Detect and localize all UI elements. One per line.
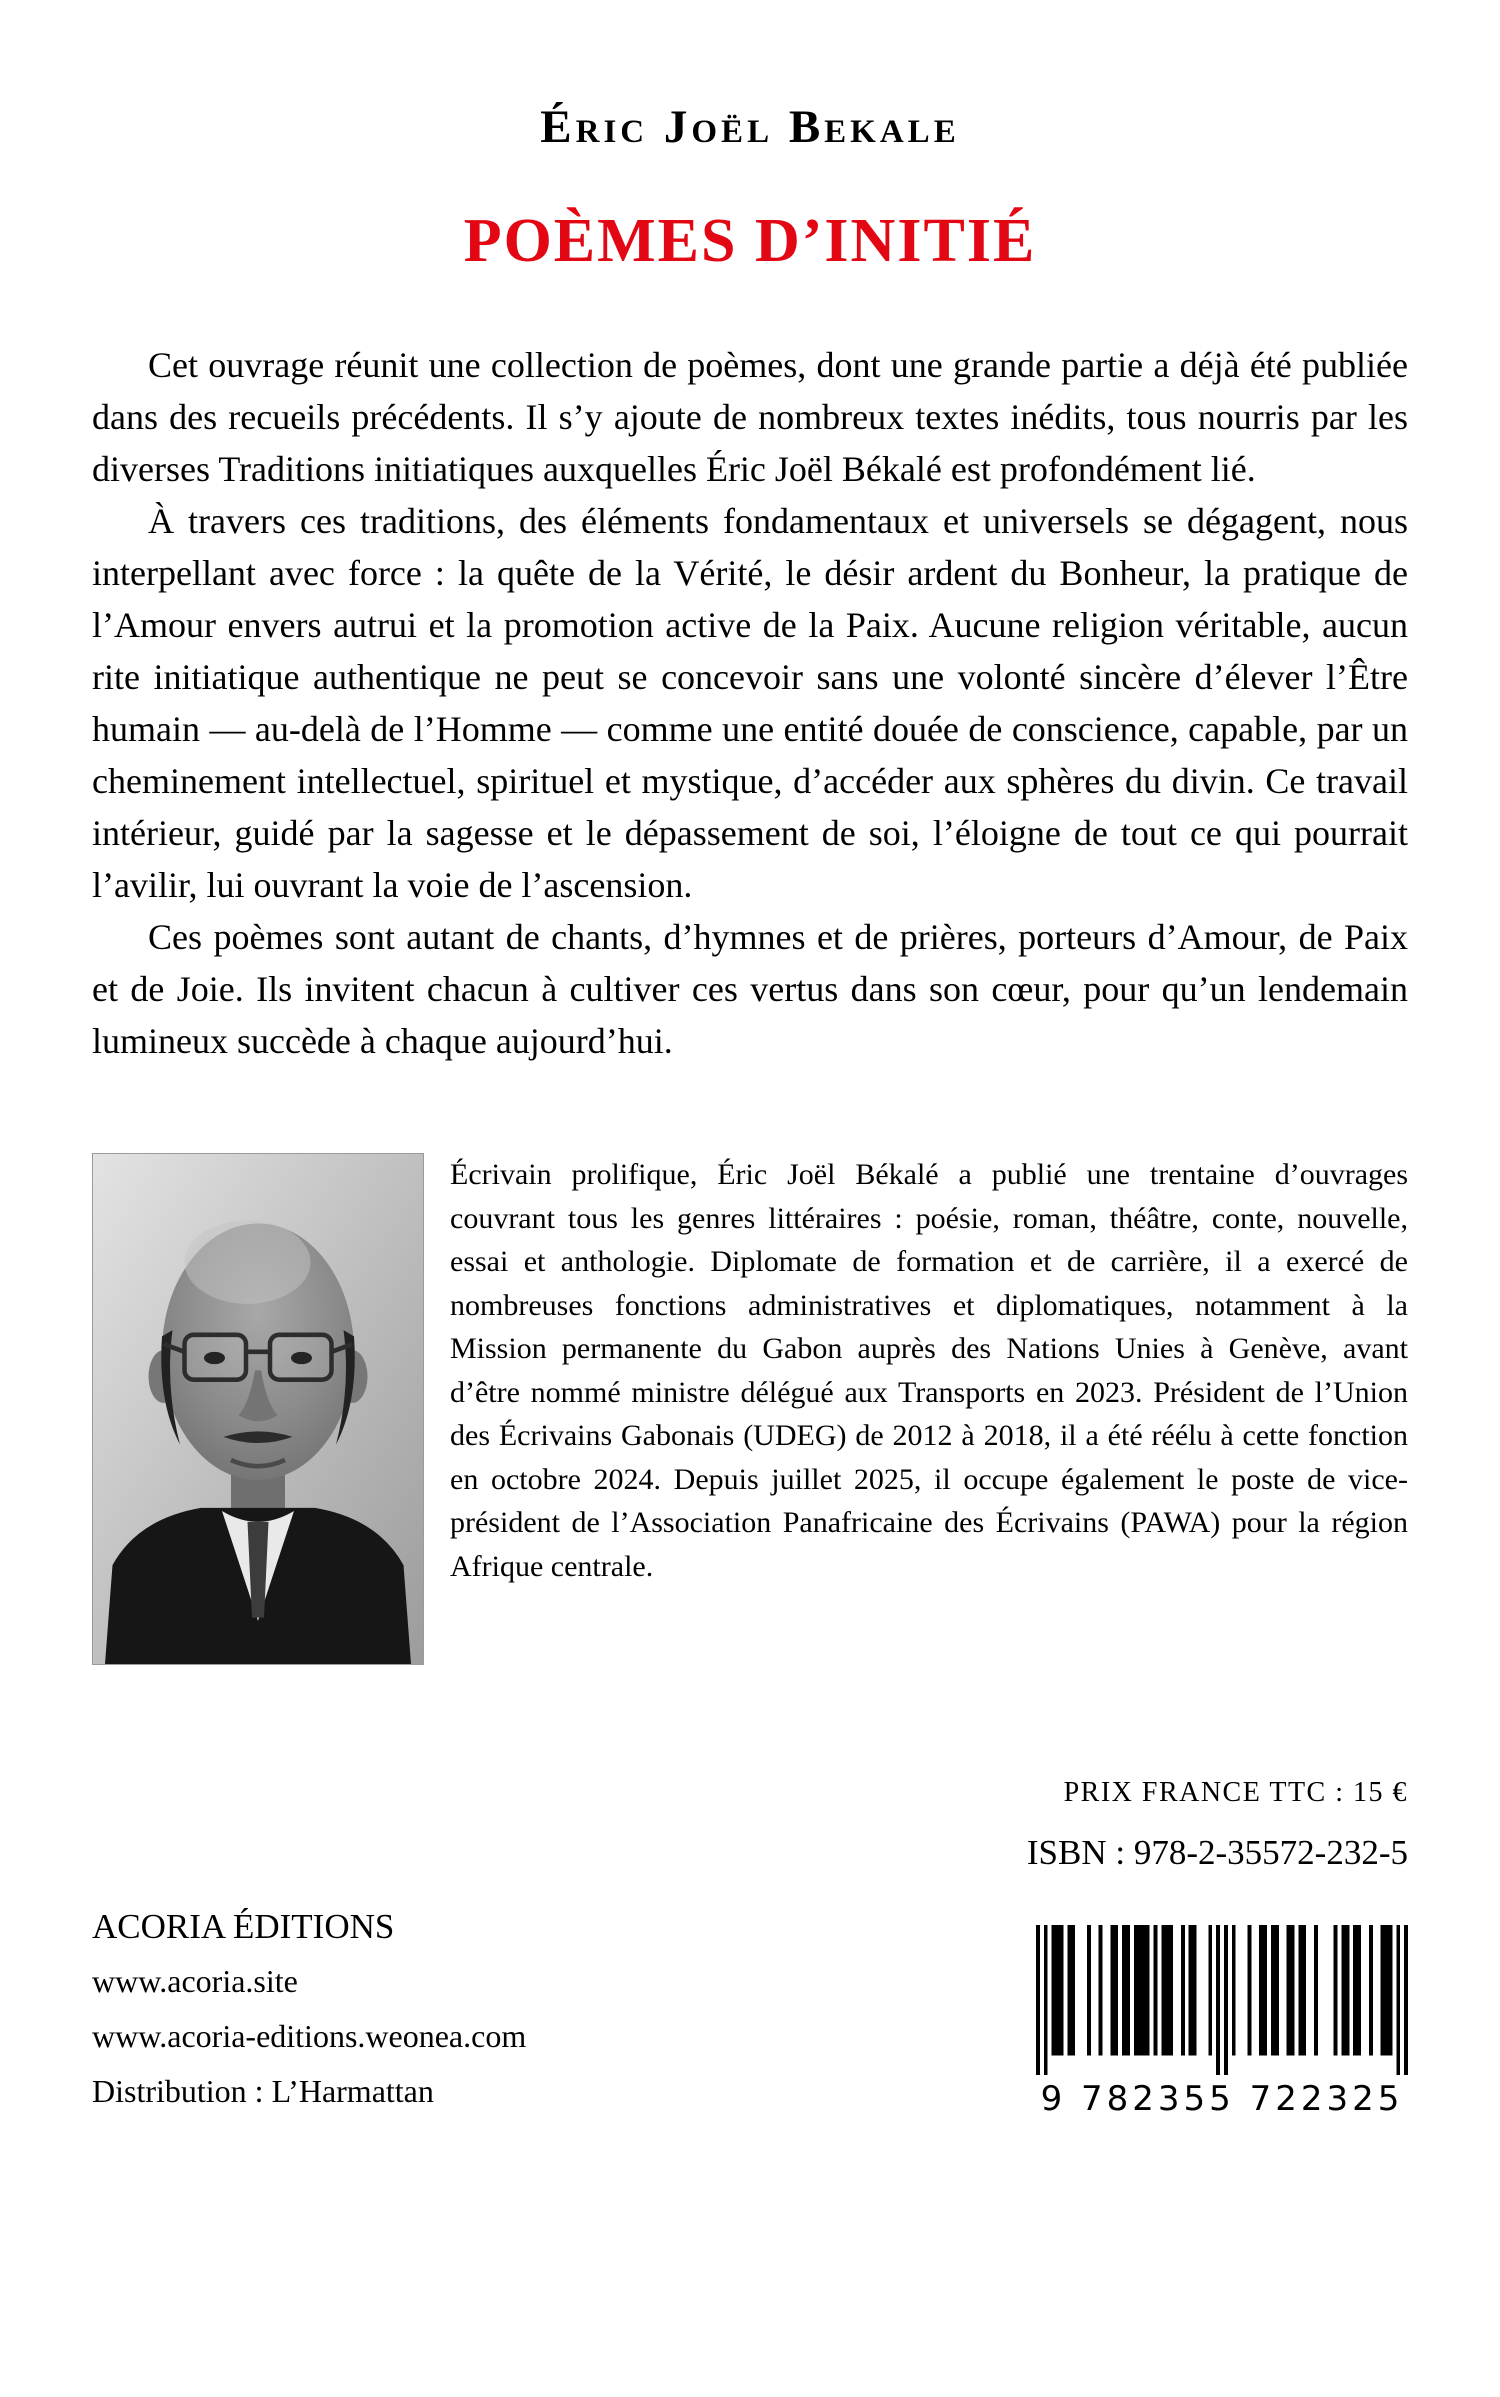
distribution-line: Distribution : L’Harmattan <box>92 2073 434 2109</box>
publisher-name: ACORIA ÉDITIONS <box>92 1907 395 1946</box>
footer-row <box>92 1899 1408 2119</box>
author-portrait-illustration <box>93 1154 423 1664</box>
price-line: PRIX FRANCE TTC : 15 € <box>1063 1777 1408 1808</box>
synopsis-paragraph-3: Ces poèmes sont autant de chants, d’hymnes et de prières, porteurs d’Amour, de Paix et de Joie. Ils invitent chacun à cultiver ces vertus dans son cœur, pour qu’un lendemain lumineux succède à chaque aujourd’hui. <box>92 917 1408 1061</box>
synopsis-paragraph-2: À travers ces traditions, des éléments fondamentaux et universels se dégagent, nous interpellant avec force : la quête de la Vérité, le désir ardent du Bonheur, la pratique de l’Amour envers autrui et la promotion active de la Paix. Aucune religion véritable, aucun rite initiatique authentique ne peut se concevoir sans une volonté sincère d’élever l’Être humain — au-delà de l’Homme — comme une entité douée de conscience, capable, par un cheminement intellectuel, spirituel et mystique, d’accéder aux sphères du divin. Ce travail intérieur, guidé par la sagesse et le dépassement de soi, l’éloigne de tout ce qui pourrait l’avilir, lui ouvrant la voie de l’ascension. <box>92 501 1408 905</box>
author-bio-text: Écrivain prolifique, Éric Joël Békalé a publié une trentaine d’ouvrages couvrant tous les genres littéraires : poésie, roman, théâtre, conte, nouvelle, essai et anthologie. Diplomate de formation et de carrière, il a exercé de nombreuses fonctions administratives et diplomatiques, notamment à la Mission permanente du Gabon auprès des Nations Unies à Genève, avant d’être nommé ministre délégué aux Transports en 2023. Président de l’Union des Écrivains Gabonais (UDEG) de 2012 à 2018, il a été réélu à cette fonction en octobre 2024. Depuis juillet 2025, il occupe également le poste de vice-président de l’Association Panafricaine des Écrivains (PAWA) pour la région Afrique centrale. <box>450 1158 1408 1583</box>
author-name: Éric Joël Bekale <box>540 101 960 153</box>
author-bio-section <box>92 1153 1408 1665</box>
publisher-website-2: www.acoria-editions.weonea.com <box>92 2018 527 2054</box>
publisher-block <box>92 1899 526 2119</box>
book-title: POÈMES D’INITIÉ <box>463 207 1037 275</box>
synopsis-paragraph-1: Cet ouvrage réunit une collection de poèmes, dont une grande partie a déjà été publiée dans des recueils précédents. Il s’y ajoute de nombreux textes inédits, tous nourris par les diverses Traditions initiatiques auxquelles Éric Joël Békalé est profondément lié. <box>92 345 1408 489</box>
synopsis <box>92 339 1408 1067</box>
barcode-digits: 9 782355 722325 <box>1040 2079 1404 2119</box>
author-portrait-photo <box>92 1153 424 1665</box>
barcode-block <box>1036 1925 1408 2119</box>
ean13-barcode <box>1036 1925 1408 2075</box>
isbn-line: ISBN : 978-2-35572-232-5 <box>1026 1833 1408 1872</box>
publisher-website-1: www.acoria.site <box>92 1963 298 1999</box>
